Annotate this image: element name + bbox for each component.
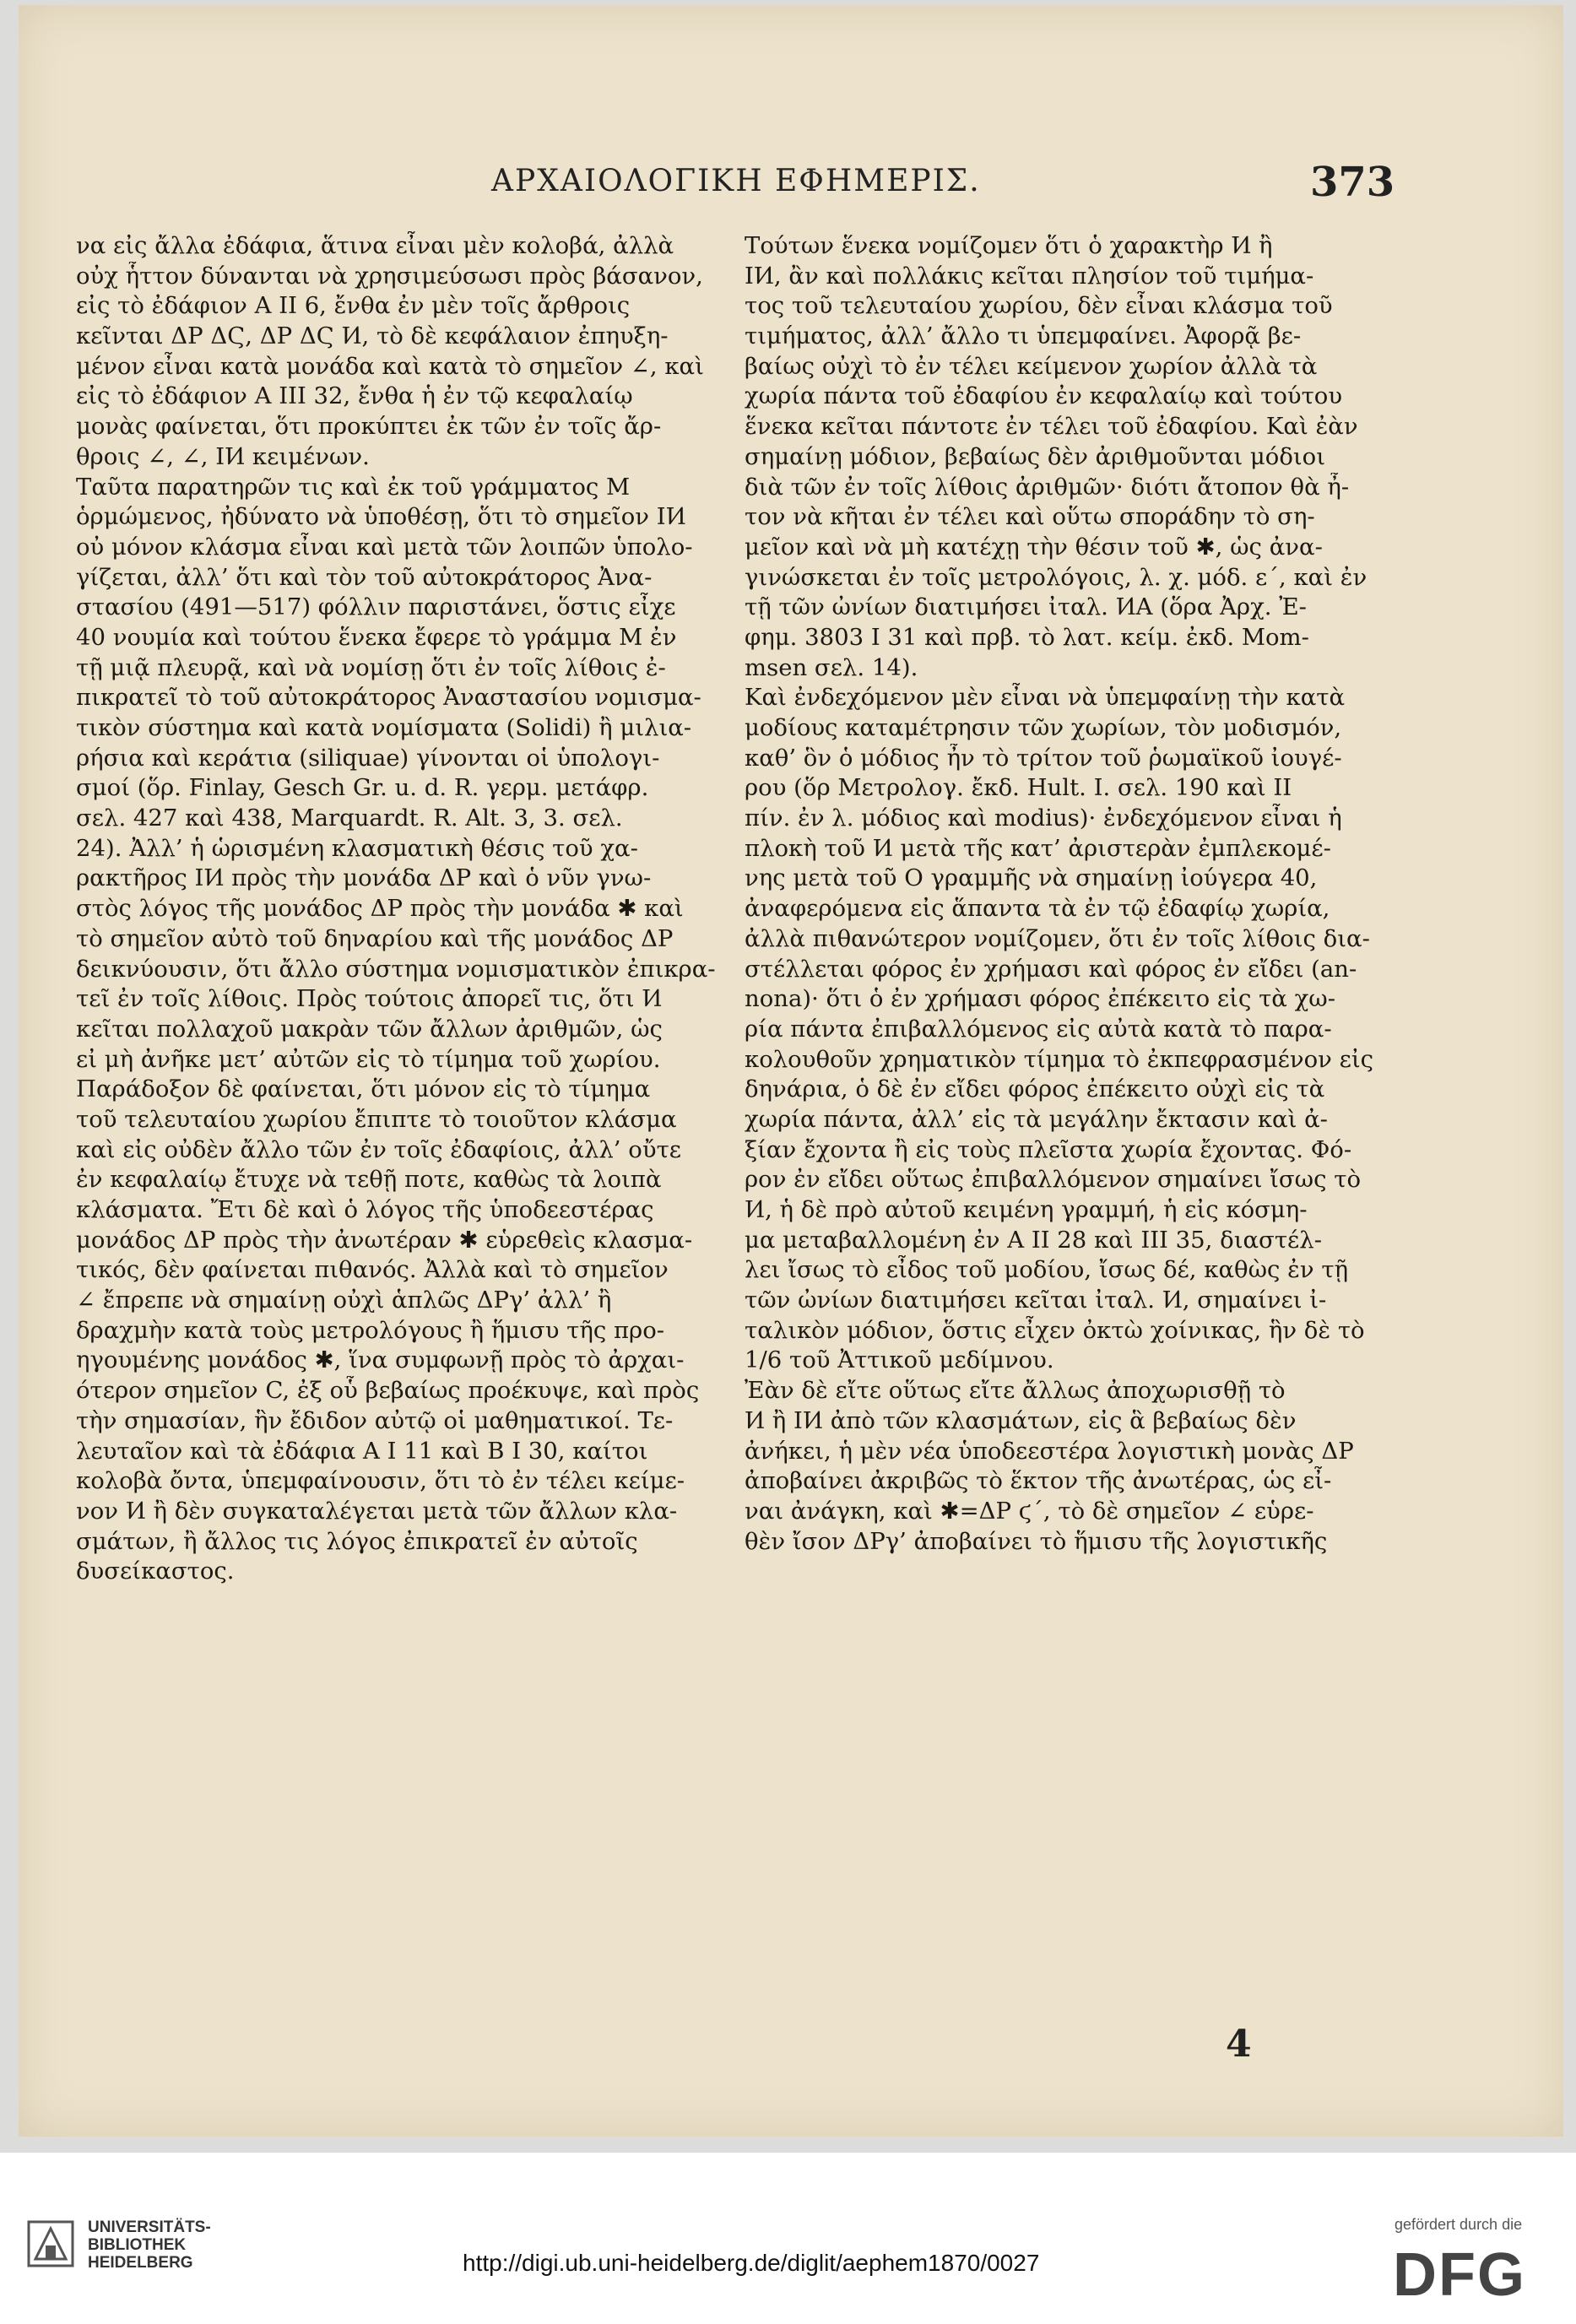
- text-line: μένον εἶναι κατὰ μονάδα καὶ κατὰ τὸ σημεῖον ∠, καὶ: [76, 352, 704, 380]
- text-line: λει ἴσως τὸ εἶδος τοῦ μοδίου, ἴσως δέ, καθὼς ἐν τῇ: [745, 1256, 1349, 1284]
- text-line: ρου (ὅρ Μετρολογ. ἔκδ. Hult. I. σελ. 190 καὶ ΙΙ: [745, 774, 1292, 802]
- text-line: χωρία πάντα, ἀλλ’ εἰς τὰ μεγάλην ἔκτασιν καὶ ἀ-: [745, 1105, 1328, 1133]
- library-name-line: BIBLIOTHEK: [88, 2236, 187, 2254]
- text-line: ότερον σημεῖον C, ἐξ οὗ βεβαίως προέκυψε, καὶ πρὸς: [76, 1377, 700, 1405]
- text-line: τικός, δὲν φαίνεται πιθανός. Ἀλλὰ καὶ τὸ σημεῖον: [76, 1256, 669, 1284]
- university-seal-icon: [25, 2218, 76, 2269]
- text-line: θὲν ἴσον ΔΡγ’ ἀποβαίνει τὸ ἥμισυ τῆς λογιστικῆς: [745, 1527, 1328, 1555]
- text-line: στασίου (491—517) φόλλιν παριστάνει, ὅστις εἶχε: [76, 593, 676, 621]
- text-line: γινώσκεται ἐν τοῖς μετρολόγοις, λ. χ. μόδ. ε΄, καὶ ἐν: [745, 563, 1367, 591]
- funded-by-text: gefördert durch die: [1395, 2216, 1523, 2233]
- text-line: νον Ͷ ἢ δὲν συγκαταλέγεται μετὰ τῶν ἄλλων κλα-: [76, 1497, 678, 1525]
- library-name: [88, 2218, 211, 2272]
- text-line: ἀλλὰ πιθανώτερον νομίζομεν, ὅτι ἐν τοῖς λίθοις δια-: [745, 924, 1370, 952]
- text-line: ∠ ἔπρεπε νὰ σημαίνῃ οὐχὶ ἁπλῶς ΔΡγ’ ἀλλ’ ἢ: [76, 1287, 612, 1314]
- text-line: Ἐὰν δὲ εἴτε οὕτως εἴτε ἄλλως ἀποχωρισθῇ τὸ: [745, 1377, 1286, 1405]
- text-line: τιμήματος, ἀλλ’ ἄλλο τι ὑπεμφαίνει. Ἀφορᾷ βε-: [745, 322, 1302, 350]
- text-line: τῇ μιᾷ πλευρᾷ, καὶ νὰ νομίσῃ ὅτι ἐν τοῖς λίθοις ἐ-: [76, 653, 666, 681]
- right-column: [745, 231, 1411, 1557]
- text-line: δυσείκαστος.: [76, 1557, 235, 1585]
- text-line: ταλικὸν μόδιον, ὅστις εἶχεν ὀκτὼ χοίνικας, ἣν δὲ τὸ: [745, 1316, 1365, 1344]
- footer: [0, 2153, 1576, 2324]
- text-line: μεῖον καὶ νὰ μὴ κατέχῃ τὴν θέσιν τοῦ ✱, ὡς ἀνα-: [745, 533, 1323, 561]
- text-line: μοδίους καταμέτρησιν τῶν χωρίων, τὸν μοδισμόν,: [745, 714, 1342, 741]
- text-line: ρακτῆρος ΙͶ πρὸς τὴν μονάδα ΔΡ καὶ ὁ νῦν γνω-: [76, 864, 652, 892]
- text-line: ἕνεκα κεῖται πάντοτε ἐν τέλει τοῦ ἐδαφίου. Καὶ ἐὰν: [745, 413, 1358, 441]
- text-line: τοῦ τελευταίου χωρίου ἔπιπτε τὸ τοιοῦτον κλάσμα: [76, 1105, 677, 1133]
- text-line: τικὸν σύστημα καὶ κατὰ νομίσματα (Solidi) ἢ μιλια-: [76, 714, 692, 741]
- text-line: 1/6 τοῦ Ἀττικοῦ μεδίμνου.: [745, 1346, 1054, 1374]
- text-line: καθ’ ὃν ὁ μόδιος ἦν τὸ τρίτον τοῦ ῥωμαϊκοῦ ἰουγέ-: [745, 744, 1342, 772]
- text-line: σμάτων, ἢ ἄλλος τις λόγος ἐπικρατεῖ ἐν αὐτοῖς: [76, 1527, 638, 1555]
- text-line: πλοκὴ τοῦ Ͷ μετὰ τῆς κατ’ ἀριστερὰν ἐμπλεκομέ-: [745, 834, 1331, 862]
- text-line: σμοί (ὅρ. Finlay, Gesch Gr. u. d. R. γερμ. μετάφρ.: [76, 774, 649, 802]
- text-line: καὶ εἰς οὐδὲν ἄλλο τῶν ἐν τοῖς ἐδαφίοις, ἀλλ’ οὔτε: [76, 1135, 682, 1163]
- text-line: γίζεται, ἀλλ’ ὅτι καὶ τὸν τοῦ αὐτοκράτορος Ἀνα-: [76, 563, 653, 591]
- text-line: 40 νουμία καὶ τούτου ἕνεκα ἔφερε τὸ γράμμα Μ ἐν: [76, 623, 677, 651]
- text-line: να εἰς ἄλλα ἐδάφια, ἅτινα εἶναι μὲν κολοβά, ἀλλὰ: [76, 232, 674, 259]
- text-line: διὰ τῶν ἐν τοῖς λίθοις ἀριθμῶν· διότι ἄτοπον θὰ ἦ-: [745, 473, 1350, 501]
- text-line: δραχμὴν κατὰ τοὺς μετρολόγους ἢ ἥμισυ τῆς προ-: [76, 1316, 665, 1344]
- text-line: βαίως οὐχὶ τὸ ἐν τέλει κείμενον χωρίον ἀλλὰ τὰ: [745, 352, 1318, 380]
- text-line: οὐ μόνον κλάσμα εἶναι καὶ μετὰ τῶν λοιπῶν ὑπολο-: [76, 533, 693, 561]
- text-line: ἀναφερόμενα εἰς ἅπαντα τὰ ἐν τῷ ἐδαφίῳ χωρία,: [745, 895, 1330, 923]
- page-number: 373: [1310, 159, 1395, 206]
- text-line: μα μεταβαλλομένη ἐν Α ΙΙ 28 καὶ ΙΙΙ 35, διαστέλ-: [745, 1226, 1322, 1254]
- text-line: ἀνήκει, ἡ μὲν νέα ὑποδεεστέρα λογιστικὴ μονὰς ΔΡ: [745, 1437, 1354, 1465]
- book-page: [19, 5, 1563, 2137]
- text-line: Παράδοξον δὲ φαίνεται, ὅτι μόνον εἰς τὸ τίμημα: [76, 1075, 651, 1103]
- text-line: ὁρμώμενος, ἠδύνατο νὰ ὑποθέσῃ, ὅτι τὸ σημεῖον ΙͶ: [76, 503, 686, 531]
- text-line: στέλλεται φόρος ἐν χρήμασι καὶ φόρος ἐν εἴδει (an-: [745, 955, 1357, 983]
- text-line: σελ. 427 καὶ 438, Marquardt. R. Alt. 3, 3. σελ.: [76, 804, 623, 832]
- signature-mark: 4: [1226, 2023, 1252, 2066]
- text-line: Ταῦτα παρατηρῶν τις καὶ ἐκ τοῦ γράμματος Μ: [76, 473, 631, 501]
- text-line: θροις ∠, ∠, ΙͶ κειμένων.: [76, 442, 370, 470]
- text-line: msen σελ. 14).: [745, 653, 918, 681]
- text-line: Ͷ, ἡ δὲ πρὸ αὐτοῦ κειμένη γραμμή, ἡ εἰς κόσμη-: [745, 1196, 1308, 1223]
- text-line: τεῖ ἐν τοῖς λίθοις. Πρὸς τούτοις ἀπορεῖ τις, ὅτι Ͷ: [76, 985, 663, 1013]
- text-line: ηγουμένης μονάδος ✱, ἵνα συμφωνῇ πρὸς τὸ ἀρχαι-: [76, 1346, 685, 1374]
- text-line: Ͷ ἢ ΙͶ ἀπὸ τῶν κλασμάτων, εἰς ἃ βεβαίως δὲν: [745, 1406, 1297, 1434]
- text-line: κολοβὰ ὄντα, ὑπεμφαίνουσιν, ὅτι τὸ ἐν τέλει κείμε-: [76, 1467, 685, 1495]
- text-line: εἰς τὸ ἐδάφιον Α ΙΙΙ 32, ἔνθα ἡ ἐν τῷ κεφαλαίῳ: [76, 382, 633, 410]
- text-line: λευταῖον καὶ τὰ ἐδάφια Α Ι 11 καὶ Β Ι 30, καίτοι: [76, 1437, 648, 1465]
- text-line: δηνάρια, ὁ δὲ ἐν εἴδει φόρος ἐπέκειτο οὐχὶ εἰς τὰ: [745, 1075, 1325, 1103]
- text-line: μονάδος ΔΡ πρὸς τὴν ἀνωτέραν ✱ εὑρεθεὶς κλασμα-: [76, 1226, 693, 1254]
- text-line: νης μετὰ τοῦ Ο γραμμῆς νὰ σημαίνῃ ἰούγερα 40,: [745, 864, 1318, 892]
- text-line: χωρία πάντα τοῦ ἐδαφίου ἐν κεφαλαίῳ καὶ τούτου: [745, 382, 1343, 410]
- left-column: [76, 231, 743, 1587]
- library-name-line: UNIVERSITÄTS-: [88, 2218, 211, 2236]
- page-header: [19, 159, 1563, 214]
- text-line: τὴν σημασίαν, ἣν ἔδιδον αὐτῷ οἱ μαθηματικοί. Τε-: [76, 1406, 674, 1434]
- text-line: τῇ τῶν ὠνίων διατιμήσει ἰταλ. ͶΑ (ὅρα Ἀρχ. Ἐ-: [745, 593, 1307, 621]
- text-line: οὐχ ἧττον δύνανται νὰ χρησιμεύσωσι πρὸς βάσανον,: [76, 262, 703, 290]
- library-name-line: HEIDELBERG: [88, 2254, 193, 2272]
- text-line: εἰ μὴ ἀνῆκε μετ’ αὐτῶν εἰς τὸ τίμημα τοῦ χωρίου.: [76, 1045, 661, 1073]
- text-line: ρήσια καὶ κεράτια (siliquae) γίνονται οἱ ὑπολογι-: [76, 744, 660, 772]
- text-line: ΙͶ, ἂν καὶ πολλάκις κεῖται πλησίον τοῦ τιμήμα-: [745, 262, 1314, 290]
- text-line: ἐν κεφαλαίῳ ἔτυχε νὰ τεθῇ ποτε, καθὼς τὰ λοιπὰ: [76, 1166, 662, 1194]
- text-line: σημαίνῃ μόδιον, βεβαίως δὲν ἀριθμοῦνται μόδιοι: [745, 442, 1326, 470]
- text-line: ρον ἐν εἴδει οὕτως ἐπιβαλλόμενον σημαίνει ἴσως τὸ: [745, 1166, 1362, 1194]
- text-line: κεῖνται ΔΡ ΔϚ, ΔΡ ΔϚ Ͷ, τὸ δὲ κεφάλαιον ἐπηυξη-: [76, 322, 669, 350]
- running-title: ΑΡΧΑΙΟΛΟΓΙΚΗ ΕΦΗΜΕΡΙΣ.: [491, 164, 981, 198]
- text-line: κεῖται πολλαχοῦ μακρὰν τῶν ἄλλων ἀριθμῶν, ὡς: [76, 1015, 663, 1043]
- text-line: μονὰς φαίνεται, ὅτι προκύπτει ἐκ τῶν ἐν τοῖς ἄρ-: [76, 413, 662, 441]
- text-line: τον νὰ κῆται ἐν τέλει καὶ οὕτω σποράδην τὸ ση-: [745, 503, 1315, 531]
- text-line: ἀποβαίνει ἀκριβῶς τὸ ἕκτον τῆς ἀνωτέρας, ὡς εἶ-: [745, 1467, 1332, 1495]
- permalink-url[interactable]: http://digi.ub.uni-heidelberg.de/diglit/aephem1870/0027: [463, 2250, 1040, 2276]
- text-line: τος τοῦ τελευταίου χωρίου, δὲν εἶναι κλάσμα τοῦ: [745, 292, 1333, 320]
- text-line: φημ. 3803 Ι 31 καὶ πρβ. τὸ λατ. κείμ. ἐκδ. Mom-: [745, 623, 1309, 651]
- text-line: κολουθοῦν χρηματικὸν τίμημα τὸ ἐκπεφρασμένον εἰς: [745, 1045, 1374, 1073]
- text-line: κλάσματα. Ἔτι δὲ καὶ ὁ λόγος τῆς ὑποδεεστέρας: [76, 1196, 654, 1223]
- text-line: τὸ σημεῖον αὐτὸ τοῦ δηναρίου καὶ τῆς μονάδος ΔΡ: [76, 924, 674, 952]
- text-line: ξίαν ἔχοντα ἢ εἰς τοὺς πλεῖστα χωρία ἔχοντας. Φό-: [745, 1135, 1352, 1163]
- text-line: 24). Ἀλλ’ ἡ ὡρισμένη κλασματικὴ θέσις τοῦ χα-: [76, 834, 638, 862]
- dfg-logo: DFG: [1393, 2241, 1526, 2309]
- text-line: Τούτων ἕνεκα νομίζομεν ὅτι ὁ χαρακτὴρ Ͷ ἢ: [745, 232, 1273, 259]
- text-line: στὸς λόγος τῆς μονάδος ΔΡ πρὸς τὴν μονάδα ✱ καὶ: [76, 895, 684, 923]
- text-line: nona)· ὅτι ὁ ἐν χρήμασι φόρος ἐπέκειτο εἰς τὰ χω-: [745, 985, 1336, 1013]
- text-line: εἰς τὸ ἐδάφιον Α ΙΙ 6, ἔνθα ἐν μὲν τοῖς ἄρθροις: [76, 292, 631, 320]
- text-line: δεικνύουσιν, ὅτι ἄλλο σύστημα νομισματικὸν ἐπικρα-: [76, 955, 716, 983]
- text-line: τῶν ὠνίων διατιμήσει κεῖται ἰταλ. Ͷ, σημαίνει ἰ-: [745, 1287, 1327, 1314]
- text-line: ρία πάντα ἐπιβαλλόμενος εἰς αὐτὰ κατὰ τὸ παρα-: [745, 1015, 1332, 1043]
- text-line: Καὶ ἐνδεχόμενον μὲν εἶναι νὰ ὑπεμφαίνῃ τὴν κατὰ: [745, 684, 1346, 712]
- text-line: ναι ἀνάγκη, καὶ ✱=ΔΡ ϛ΄, τὸ δὲ σημεῖον ∠ εὑρε-: [745, 1497, 1314, 1525]
- text-line: πίν. ἐν λ. μόδιος καὶ modius)· ἐνδεχόμενον εἶναι ἡ: [745, 804, 1342, 832]
- text-line: πικρατεῖ τὸ τοῦ αὐτοκράτορος Ἀναστασίου νομισμα-: [76, 684, 701, 712]
